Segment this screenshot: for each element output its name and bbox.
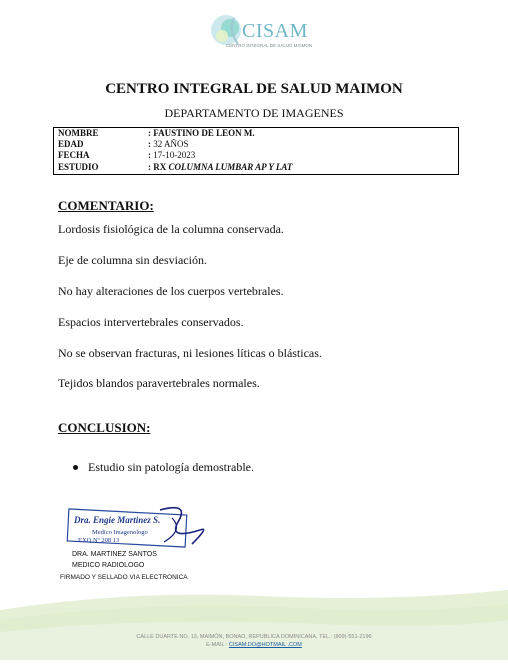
stamp-role: Medico Imagenologo xyxy=(92,529,148,536)
comentario-heading: COMENTARIO: xyxy=(58,198,154,213)
patient-age-row xyxy=(54,139,458,150)
doctor-name: DRA. MARTINEZ SANTOS xyxy=(72,551,157,558)
doctor-role: MEDICO RADIOLOGO xyxy=(72,562,145,569)
comment-line: Tejidos blandos paravertebrales normales. xyxy=(58,376,260,390)
comment-line: Lordosis fisiológica de la columna conservada. xyxy=(58,222,284,236)
footer-email[interactable]: CISAM.DO@HOTMAIL .COM xyxy=(228,642,302,648)
comment-line: Espacios intervertebrales conservados. xyxy=(58,315,244,329)
stamp-name: Dra. Engie Martinez S. xyxy=(74,515,161,525)
footer-wave-icon xyxy=(0,590,508,660)
page-title: CENTRO INTEGRAL DE SALUD MAIMON xyxy=(105,81,403,97)
age-separator: : xyxy=(148,139,154,150)
conclusion-heading: CONCLUSION: xyxy=(58,420,151,435)
cisam-logo xyxy=(204,10,324,54)
logo-tagline: CENTRO INTEGRAL DE SALUD MAIMON xyxy=(226,43,313,48)
bullet-icon xyxy=(73,465,78,470)
page-subtitle: DEPARTAMENTO DE IMAGENES xyxy=(164,106,344,120)
footer-email-line xyxy=(0,642,508,648)
age-value-wrap xyxy=(148,139,189,150)
date-label: FECHA xyxy=(58,150,90,161)
comment-line: No se observan fracturas, ni lesiones líticas o blásticas. xyxy=(58,346,322,360)
name-label: NOMBRE xyxy=(58,128,99,138)
patient-date-row xyxy=(54,150,458,161)
stamp-exequatur: EXQ Nº 208 13 xyxy=(78,537,120,544)
comment-line: No hay alteraciones de los cuerpos vertebrales. xyxy=(58,284,284,298)
signature-stamp xyxy=(60,500,220,555)
conclusion-item: Estudio sin patología demostrable. xyxy=(88,460,254,474)
age-value: 32 AÑOS xyxy=(153,139,189,150)
study-value: COLUMNA LUMBAR AP Y LAT xyxy=(168,161,293,172)
patient-name-row xyxy=(54,128,458,139)
name-value: : FAUSTINO DE LEON M. xyxy=(148,128,255,138)
comment-line: Eje de columna sin desviación. xyxy=(58,253,207,267)
patient-study-row xyxy=(54,162,458,173)
footer-email-label: E-MAIL : xyxy=(206,642,228,648)
date-value-wrap xyxy=(148,150,195,161)
study-prefix: : RX xyxy=(148,161,167,172)
patient-info-box xyxy=(53,127,459,175)
study-label: ESTUDIO xyxy=(58,161,99,172)
signature-note: FIRMADO Y SELLADO VIA ELECTRONICA xyxy=(60,574,188,581)
footer-address: CALLE DUARTE NO. 13, MAIMÓN, BONAO, REPUBLICA DOMINICANA, TEL.: (809)-551-2196 xyxy=(136,634,372,640)
logo-wordmark: CISAM xyxy=(242,20,308,42)
date-value: 17-10-2023 xyxy=(153,150,196,161)
footer xyxy=(0,590,508,660)
signature-stamp-icon xyxy=(60,500,220,555)
age-label: EDAD xyxy=(58,139,84,150)
date-separator: : xyxy=(148,150,154,161)
study-value-wrap xyxy=(148,162,292,173)
